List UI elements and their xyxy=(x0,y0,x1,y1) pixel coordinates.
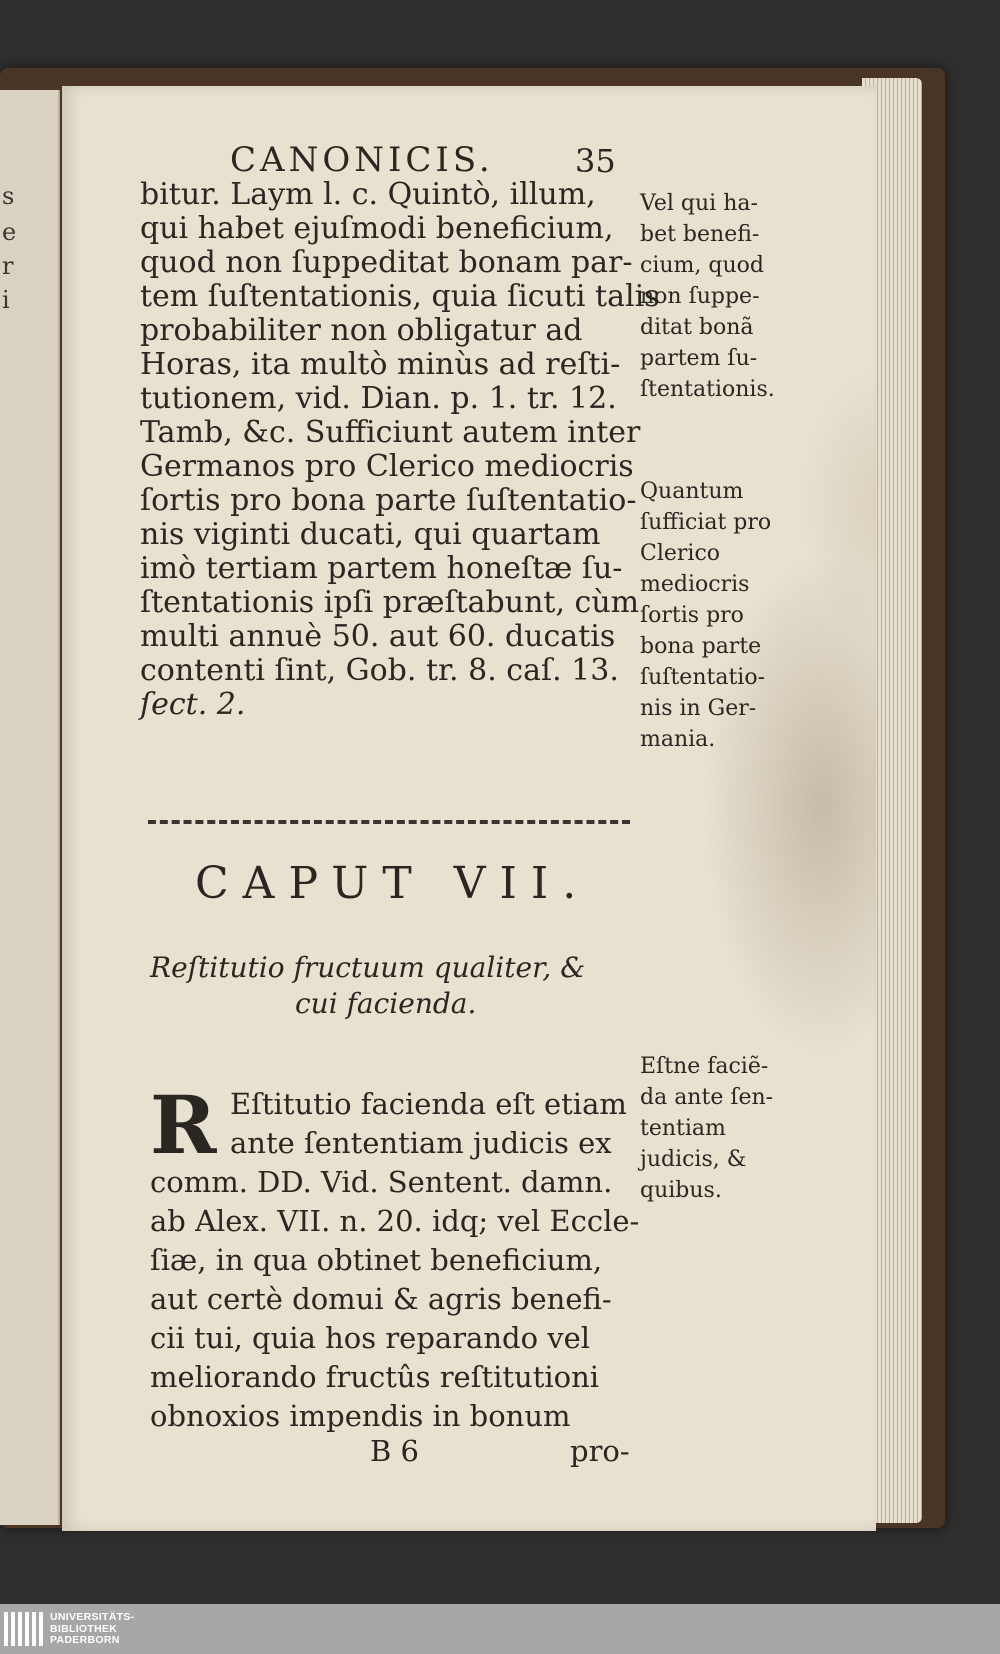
text-line: ante ſententiam judicis ex xyxy=(230,1126,612,1160)
text-line: ſtentationis ipſi præſtabunt, cùm xyxy=(140,585,640,620)
drop-cap: R xyxy=(150,1078,217,1172)
page-number: 35 xyxy=(575,142,616,180)
logo-line: UNIVERSITÄTS- xyxy=(50,1611,135,1623)
margin-note-line: Vel qui ha- xyxy=(640,191,758,216)
margin-note-line: Eſtne faciẽ- xyxy=(640,1054,769,1079)
margin-note-line: ſufficiat pro xyxy=(640,510,772,535)
subtitle-line: Reſtitutio fructuum qualiter, & xyxy=(150,951,586,984)
text-line: aut certè domui & agris benefi- xyxy=(150,1282,612,1316)
margin-note-line: Clerico xyxy=(640,541,721,566)
text-line: ſect. 2. xyxy=(140,687,246,722)
logo-line: BIBLIOTHEK xyxy=(50,1622,118,1635)
text-line: multi annuè 50. aut 60. ducatis xyxy=(140,619,616,654)
margin-note-line: ſuſtentatio- xyxy=(640,665,765,690)
text-line: meliorando fructûs reſtitutioni xyxy=(150,1360,600,1394)
margin-note-line: mediocris xyxy=(640,572,750,597)
text-line: Eſtitutio facienda eſt etiam xyxy=(230,1087,627,1121)
text-line: Germanos pro Clerico mediocris xyxy=(140,449,634,484)
text-line: comm. DD. Vid. Sentent. damn. xyxy=(150,1165,613,1199)
margin-note-line: non ſuppe- xyxy=(640,284,760,309)
margin-note-line: ſtentationis. xyxy=(640,377,775,402)
library-logo-text xyxy=(50,1612,134,1647)
section-text-block xyxy=(150,1078,640,1436)
text-line: Horas, ita multò minùs ad reſti- xyxy=(140,347,621,382)
text-line: contenti ſint, Gob. tr. 8. caſ. 13. xyxy=(140,653,619,688)
text-line: ſortis pro bona parte ſuſtentatio- xyxy=(140,483,637,518)
text-line: imò tertiam partem honeſtæ ſu- xyxy=(140,551,623,586)
text-line: quod non ſuppeditat bonam par- xyxy=(140,245,633,280)
text-line: qui habet ejuſmodi beneficium, xyxy=(140,211,614,246)
left-page-letter: r xyxy=(2,252,14,280)
left-page-letter: s xyxy=(2,182,15,210)
signature-mark: B 6 xyxy=(370,1434,419,1468)
left-page-edge xyxy=(0,90,60,1525)
section-divider xyxy=(148,820,630,824)
text-line: Tamb, &c. Sufficiunt autem inter xyxy=(140,415,641,450)
margin-note-line: tentiam xyxy=(640,1116,726,1141)
margin-note-line: bona parte xyxy=(640,634,762,659)
text-line: probabiliter non obligatur ad xyxy=(140,313,583,348)
text-line: tem ſuſtentationis, quia ſicuti talis xyxy=(140,279,660,314)
chapter-subtitle xyxy=(150,950,650,1022)
left-page-letter: i xyxy=(2,286,10,314)
margin-note-line: quibus. xyxy=(640,1178,722,1203)
left-page-letter: e xyxy=(2,218,17,246)
margin-note-line: ſortis pro xyxy=(640,603,744,628)
logo-line: PADERBORN xyxy=(50,1634,120,1646)
text-line: nis viginti ducati, qui quartam xyxy=(140,517,601,552)
margin-note-line: mania. xyxy=(640,727,716,752)
margin-note-line: partem ſu- xyxy=(640,346,758,371)
margin-note xyxy=(640,1055,773,1210)
margin-note-line: judicis, & xyxy=(640,1147,747,1172)
margin-note-line: da ante ſen- xyxy=(640,1085,774,1110)
margin-note-line: bet benefi- xyxy=(640,222,760,247)
catchword: pro- xyxy=(570,1434,630,1468)
margin-note-line: cium, quod xyxy=(640,253,764,278)
text-line: cii tui, quia hos reparando vel xyxy=(150,1321,591,1355)
margin-note-line: nis in Ger- xyxy=(640,696,757,721)
library-logo-icon xyxy=(4,1612,46,1646)
text-line: ſiæ, in qua obtinet beneficium, xyxy=(150,1243,603,1277)
library-footer-bar xyxy=(0,1604,1000,1654)
text-line: obnoxios impendis in bonum xyxy=(150,1399,571,1433)
margin-note xyxy=(640,192,775,409)
main-text-block xyxy=(140,177,660,722)
text-line: tutionem, vid. Dian. p. 1. tr. 12. xyxy=(140,381,617,416)
margin-note-line: Quantum xyxy=(640,479,744,504)
text-line: bitur. Laym l. c. Quintò, illum, xyxy=(140,177,596,212)
text-line: ab Alex. VII. n. 20. idq; vel Eccle- xyxy=(150,1204,640,1238)
running-header: CANONICIS. xyxy=(230,140,494,180)
margin-note xyxy=(640,480,771,759)
margin-note-line: ditat bonã xyxy=(640,315,754,340)
chapter-title: CAPUT VII. xyxy=(195,858,591,909)
subtitle-line: cui facienda. xyxy=(295,987,477,1020)
